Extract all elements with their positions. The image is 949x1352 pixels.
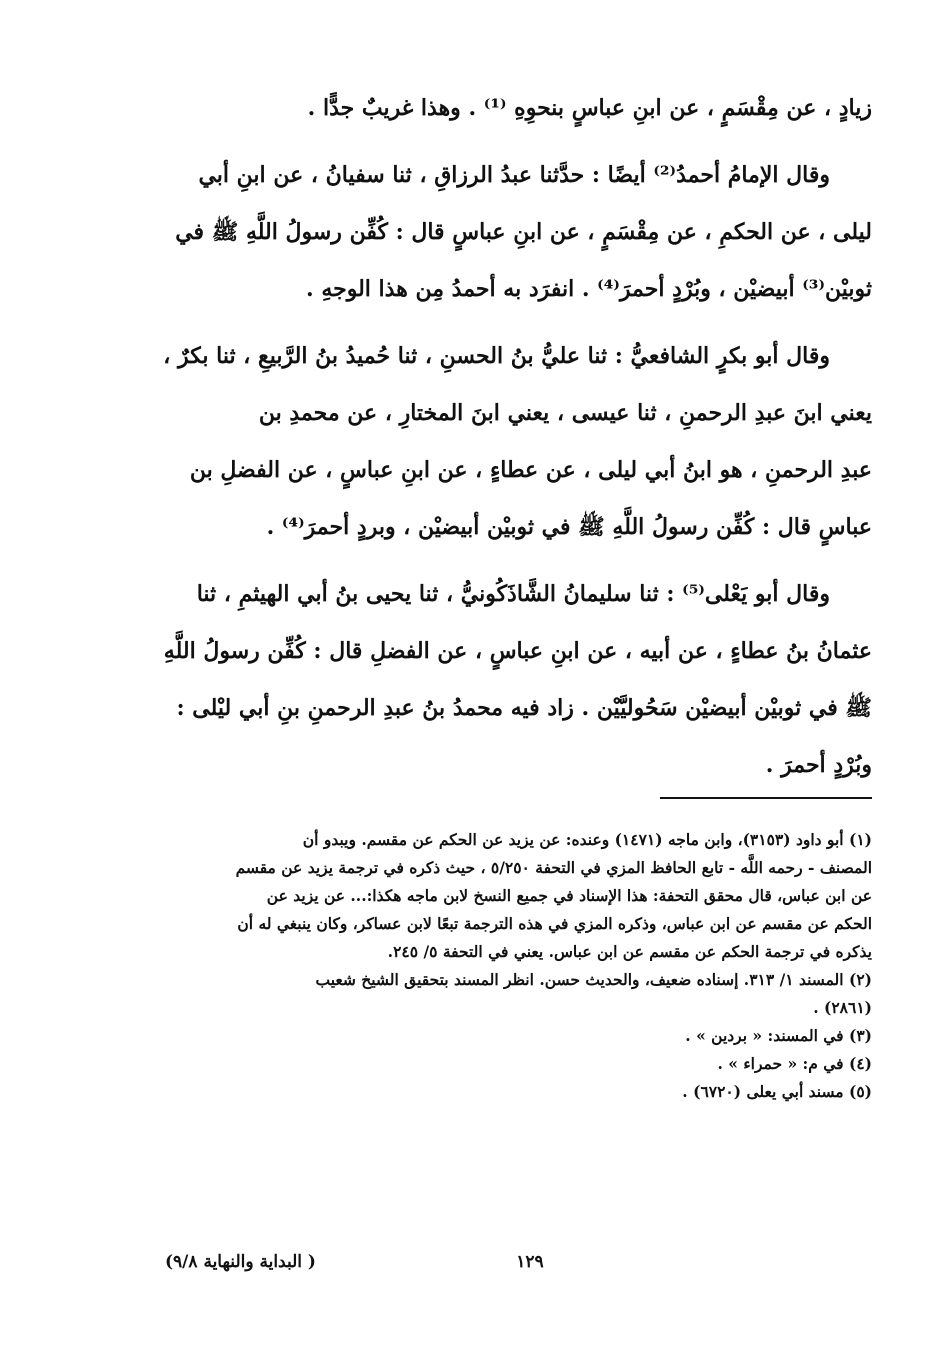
- paragraph-1: [160, 80, 872, 137]
- text-line: عثمانُ بنُ عطاءٍ ، عن أبيه ، عن ابنِ عباسٍ ، عن الفضلِ قال : كُفِّن رسولُ اللَّهِ: [163, 638, 872, 664]
- paragraph-2: [160, 147, 872, 318]
- footnote-line: (١) أبو داود (٣١٥٣)، وابن ماجه (١٤٧١) وعنده: عن يزيد عن الحكم عن مقسم. ويبدو أن: [302, 830, 872, 849]
- paragraph-3: [160, 328, 872, 556]
- text-line: زيادٍ ، عن مِقْسَمٍ ، عن ابنِ عباسٍ بنحوِهِ ⁽¹⁾ . وهذا غريبٌ جدًّا .: [307, 95, 872, 121]
- footnote-line: الحكم عن مقسم عن ابن عباس، وذكره المزي في هذه الترجمة تبعًا لابن عساكر، وكان ينبغي له أن: [237, 914, 872, 933]
- footnote-line: عن ابن عباس، قال محقق التحفة: هذا الإسناد في جميع النسخ لابن ماجه هكذا:... عن يزيد عن: [266, 886, 872, 905]
- text-line: ﷺ في ثوبيْن أبيضيْن سَحُوليَّيْن . زاد فيه محمدُ بنُ عبدِ الرحمنِ بنِ أبي ليْلى :: [176, 695, 872, 721]
- page-footer: [160, 1252, 872, 1282]
- footnote-1: [160, 826, 872, 966]
- footnote-2: [160, 966, 872, 1022]
- footnote-divider: [660, 797, 872, 799]
- main-text: [160, 80, 872, 804]
- text-line: وقال الإمامُ أحمدُ⁽²⁾ أيضًا : حدَّثنا عبدُ الرزاقِ ، ثنا سفيانُ ، عن ابنِ أبي: [198, 162, 830, 188]
- running-head: ( البداية والنهاية ٩/٨): [165, 1252, 316, 1272]
- footnote-3: [160, 1022, 872, 1050]
- footnote-4: [160, 1050, 872, 1078]
- footnote-line: يذكره في ترجمة الحكم عن مقسم عن ابن عباس. يعني في التحفة ٥/ ٢٤٥.: [387, 942, 872, 961]
- footnote-line: (٢٨٦١) .: [813, 998, 872, 1017]
- footnotes: [160, 826, 872, 1106]
- text-line: عبدِ الرحمنِ ، هو ابنُ أبي ليلى ، عن عطاءٍ ، عن ابنِ عباسٍ ، عن الفضلِ بن: [189, 457, 872, 483]
- paragraph-4: [160, 566, 872, 794]
- footnote-5: [160, 1078, 872, 1106]
- footnote-line: (٣) في المسند: « بردين » .: [685, 1026, 872, 1045]
- text-line: ليلى ، عن الحكمِ ، عن مِقْسَمٍ ، عن ابنِ عباسٍ قال : كُفِّن رسولُ اللَّهِ ﷺ في: [175, 219, 872, 245]
- text-line: ثوبيْن⁽³⁾ أبيضيْن ، وبُرْدٍ أحمرَ⁽⁴⁾ . انفرَد به أحمدُ مِن هذا الوجهِ .: [306, 276, 872, 302]
- footnote-line: (٥) مسند أبي يعلى (٦٧٢٠) .: [682, 1082, 872, 1101]
- text-line: وقال أبو بكرٍ الشافعيُّ : ثنا عليُّ بنُ الحسنِ ، ثنا حُميدُ بنُ الرَّبيعِ ، ثنا بكرٌ ،: [163, 343, 830, 369]
- text-line: عباسٍ قال : كُفِّن رسولُ اللَّهِ ﷺ في ثوبيْن أبيضيْن ، وبردٍ أحمرَ⁽⁴⁾ .: [266, 514, 872, 540]
- footnote-line: المصنف - رحمه اللَّه - تابع الحافظ المزي في التحفة ٥/٢٥٠ ، حيث ذكره في ترجمة يزيد عن مقسم: [235, 858, 872, 877]
- text-line: يعني ابنَ عبدِ الرحمنِ ، ثنا عيسى ، يعني ابنَ المختارِ ، عن محمدِ بن: [258, 400, 872, 426]
- footnote-line: (٢) المسند ١/ ٣١٣. إسناده ضعيف، والحديث حسن. انظر المسند بتحقيق الشيخ شعيب: [315, 970, 872, 989]
- footnote-line: (٤) في م: « حمراء » .: [717, 1054, 872, 1073]
- text-line: وبُرْدٍ أحمرَ .: [765, 752, 872, 778]
- page-number: ١٢٩: [516, 1252, 544, 1272]
- text-line: وقال أبو يَعْلى⁽⁵⁾ : ثنا سليمانُ الشَّاذَكُونيُّ ، ثنا يحيى بنُ أبي الهيثمِ ، ثنا: [196, 581, 830, 607]
